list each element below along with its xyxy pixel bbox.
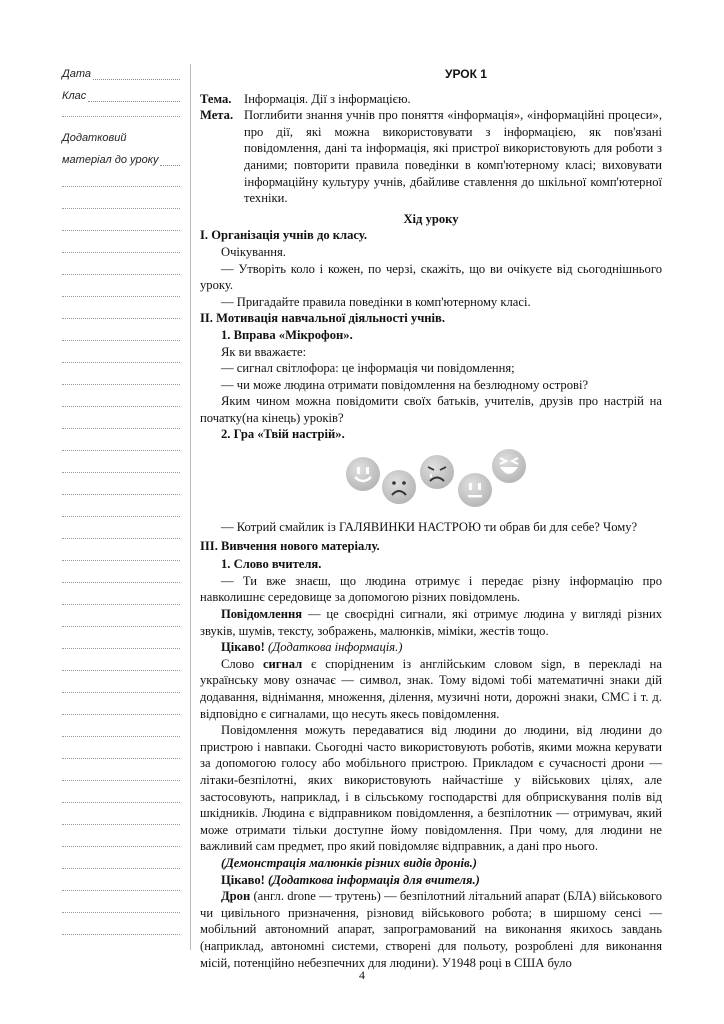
date-field — [62, 66, 180, 80]
sad-face-icon — [382, 470, 416, 504]
margin-line — [62, 846, 180, 847]
section3-p6: (Демонстрація малюнків різних видів дронів.) — [221, 855, 477, 870]
section3-sub1: 1. Слово вчителя. — [221, 557, 322, 572]
margin-line — [62, 714, 180, 715]
margin-line — [62, 890, 180, 891]
smiling-face-icon — [346, 457, 380, 491]
goal-row — [200, 107, 662, 207]
date-label: Дата — [62, 68, 92, 80]
course-heading: Хід уроку — [403, 211, 459, 226]
section1-p1: Очікування. — [221, 244, 286, 259]
margin-line — [62, 692, 180, 693]
section1-p2: — Утворіть коло і кожен, по черзі, скажіть, що ви очікуєте від сьогоднішнього уроку. — [200, 261, 662, 293]
section3-p5: Повідомлення можуть передаватися від людини до людини, від людини до пристрою і навпаки. Сьогодні часто використовують роботів, якими можна керувати за допомогою голосу або мобільного пристрою. Прикладом є сучасності дрони — літаки-безпілотні, яких використовують найчастіше у військових цілях, але застосовують, наприклад, і в сільському господарстві для обприскування полів від шкідників. Людина є відправником повідомлення, а безпілотник — отримувач, який може отримати тільки доступне йому повідомлення. При чому, для людини не важливий сам предмет, про який повідомляє відправник, а дані про нього. — [200, 723, 662, 854]
mood-smileys — [200, 443, 662, 519]
extra-material-field — [62, 130, 180, 144]
crying-face-icon — [420, 455, 454, 489]
margin-line — [62, 494, 180, 495]
margin-line — [62, 868, 180, 869]
neutral-face-icon — [458, 473, 492, 507]
margin-line — [62, 538, 180, 539]
margin-line — [62, 208, 180, 209]
margin-line — [62, 604, 180, 605]
goal-value: Поглибити знання учнів про поняття «інформація», «інформаційні процеси», про дії, які можна використовувати з інформацією, як пов'язані повідомлення, дані та інформація, які пристрої використовують для роботи з даними; повторити правила поведінки в комп'ютерному класі; виховувати інформаційну культуру учнів, дбайливе ставлення до шкільної комп'ютерної техніки. — [244, 108, 662, 206]
lesson-title: УРОК 1 — [445, 67, 487, 81]
topic-row — [200, 91, 662, 108]
main-content — [200, 66, 662, 971]
exercise1-p2: — сигнал світлофора: це інформація чи повідомлення; — [221, 361, 515, 376]
extra-label-1: Додатковий — [62, 132, 127, 144]
margin-line — [62, 340, 180, 341]
margin-line — [62, 186, 180, 187]
margin-line — [62, 516, 180, 517]
section3-p4: Слово сигнал є спорідненим із англійським словом sign, в перекладі на українську мову означає — символ, знак. Тому відомі тобі математичні знаки дій додавання, віднімання, множення, ділення, музичні ноти, дорожні знаки, СМС і т. д. відповідно є сигналами, що несуть якесь повідомлення. — [200, 656, 662, 721]
margin-line — [62, 670, 180, 671]
class-field — [62, 88, 180, 102]
exercise1-p1: Як ви вважаєте: — [221, 344, 307, 359]
exercise1-p4: Яким чином можна повідомити своїх батьків, учителів, друзів про настрій на початку(на кінець) уроків? — [200, 394, 662, 425]
margin-line — [62, 450, 180, 451]
margin-line — [62, 406, 180, 407]
margin-line — [62, 648, 180, 649]
topic-key: Тема. — [200, 91, 232, 106]
margin-line — [62, 780, 180, 781]
margin-line — [62, 802, 180, 803]
class-label: Клас — [62, 90, 87, 102]
section1-heading: І. Організація учнів до класу. — [200, 228, 367, 243]
margin-line — [62, 934, 180, 935]
section2-heading: ІІ. Мотивація навчальної діяльності учнів. — [200, 311, 446, 326]
margin-line — [62, 582, 180, 583]
margin-line — [62, 362, 180, 363]
section3-heading: ІІІ. Вивчення нового матеріалу. — [200, 538, 380, 553]
margin-line — [62, 758, 180, 759]
margin-line — [62, 116, 180, 117]
term-signal: сигнал — [262, 656, 303, 671]
topic-value: Інформація. Дії з інформацією. — [244, 91, 411, 106]
exercise1-heading: 1. Вправа «Мікрофон». — [221, 327, 353, 342]
margin-line — [62, 912, 180, 913]
section3-p3: Цікаво! (Додаткова інформація.) — [221, 640, 403, 655]
exercise2-question: — Котрий смайлик із ГАЛЯВИНКИ НАСТРОЮ ти обрав би для себе? Чому? — [221, 520, 638, 535]
section3-p2: Повідомлення — це своєрідні сигнали, які отримує людина у вигляді різних звуків, шумів, тексту, зображень, малюнків, міміки, жестів тощо. — [200, 607, 662, 638]
section3-p8: Дрон (англ. drone — трутень) — безпілотний літальний апарат (БЛА) військового чи цивільного призначення, різновид військового робота; в ширшому сенсі — мобільний автономний апарат, запрограмований на виконання якихось завдань (наприклад, автономні системи, створені для польоту, розроблені для виконання місій, потенційно небезпечних для людини). У1948 році в США було — [200, 889, 662, 970]
margin-line — [62, 230, 180, 231]
margin-line — [62, 252, 180, 253]
column-divider — [190, 64, 191, 950]
goal-key: Мета. — [200, 108, 234, 123]
exercise2-heading: 2. Гра «Твій настрій». — [221, 427, 345, 442]
section1-p3: — Пригадайте правила поведінки в комп'ютерному класі. — [221, 294, 531, 309]
extra-material-field-2 — [62, 152, 180, 166]
margin-line — [62, 626, 180, 627]
margin-line — [62, 384, 180, 385]
section3-p1: — Ти вже знаєш, що людина отримує і передає різну інформацію про навколишнє середовище за допомогою різних повідомлень. — [200, 573, 662, 605]
extra-label-2: матеріал до уроку — [62, 154, 159, 166]
margin-line — [62, 472, 180, 473]
term-drone: Дрон — [221, 889, 251, 904]
exercise1-p3: — чи може людина отримати повідомлення на безлюдному острові? — [221, 377, 589, 392]
term-message: Повідомлення — [221, 607, 303, 622]
page-number: 4 — [359, 968, 365, 982]
margin-line — [62, 318, 180, 319]
margin-line — [62, 824, 180, 825]
laughing-face-icon — [492, 449, 526, 483]
section3-p7: Цікаво! (Додаткова інформація для вчителя.) — [221, 872, 480, 887]
margin-line — [62, 296, 180, 297]
margin-line — [62, 560, 180, 561]
margin-line — [62, 274, 180, 275]
margin-line — [62, 736, 180, 737]
margin-line — [62, 428, 180, 429]
